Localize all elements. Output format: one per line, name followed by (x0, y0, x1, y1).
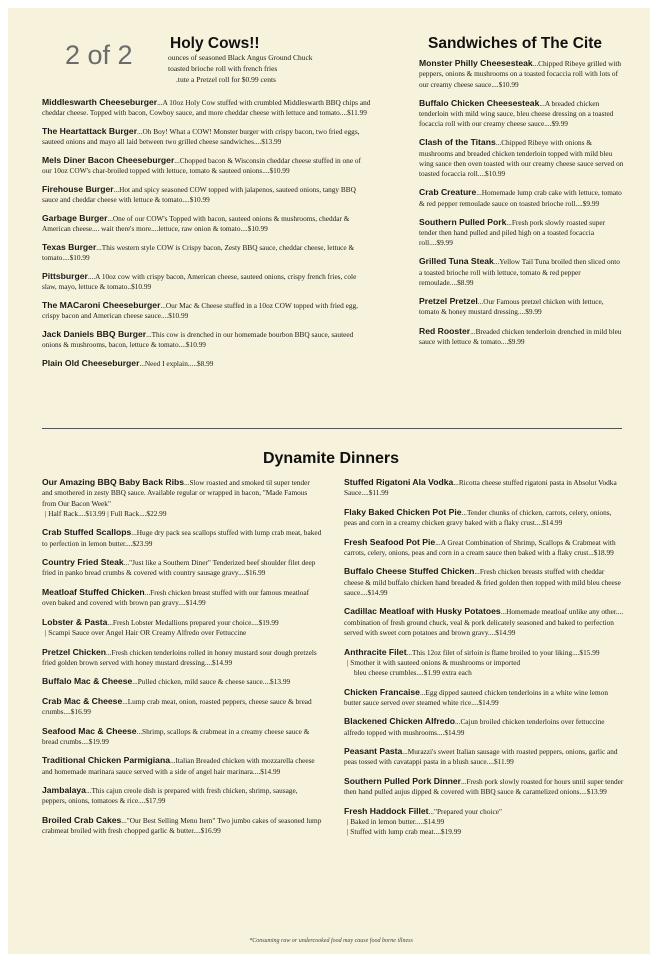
item-name: Buffalo Mac & Cheese (42, 676, 133, 687)
holy-cows-intro (168, 52, 408, 85)
item-description: ...Italian Breaded chicken with mozzarella cheese and homemade marinara sauce served with a side of angel hair marinara....$14.99 (42, 756, 315, 776)
menu-item (419, 326, 624, 348)
intro-line: .tute a Pretzel roll for $0.99 cents (176, 75, 276, 84)
dinners-left-list (42, 477, 322, 845)
item-name: Red Rooster (419, 325, 471, 336)
item-option: | Stuffed with lump crab meat....$19.99 (347, 827, 462, 837)
item-name: Country Fried Steak (42, 557, 124, 568)
item-name: Stuffed Rigatoni Ala Vodka (344, 477, 454, 487)
item-description: ..."Just like a Southern Diner" Tenderized beef shoulder filet deep fried in panko bread crumbs & covered with country sausage gravy....$16.99 (42, 558, 316, 578)
item-description: ...Fresh pork slowly roasted super tender then hand pulled and piled high on a toasted focaccia roll....$9.99 (419, 217, 606, 248)
menu-item (344, 776, 624, 798)
menu-item (419, 137, 624, 179)
menu-item (42, 97, 372, 119)
menu-item (344, 746, 624, 768)
menu-item (42, 557, 322, 579)
item-description: ...Cajun broiled chicken tenderloins over fettuccine alfredo topped with mushrooms....$14.99 (344, 717, 605, 737)
item-description: ...Hot and spicy seasoned COW topped with jalapenos, sauteed onions, tangy BBQ sauce and cheddar cheese with lettuce & tomato....$10.99 (42, 184, 356, 205)
item-name: Our Amazing BBQ Baby Back Ribs (42, 477, 184, 487)
menu-item (419, 98, 624, 130)
item-name: The MACaroni Cheeseburger (42, 299, 161, 310)
menu-item (344, 647, 624, 679)
item-name: Broiled Crab Cakes (42, 814, 122, 825)
item-name: The Heartattack Burger (42, 125, 138, 136)
menu-item (344, 606, 624, 638)
item-name: Buffalo Chicken Cheesesteak (419, 97, 540, 108)
item-name: Grilled Tuna Steak (419, 256, 494, 267)
item-description: ...This western style COW is Crispy bacon, Zesty BBQ sauce, cheddar cheese, lettuce & tomato....$10.99 (42, 242, 355, 263)
item-description: ...Fresh chicken breast stuffed with our famous meatloaf oven baked and covered with brown pan gravy....$14.99 (42, 587, 310, 608)
menu-item (419, 187, 624, 209)
item-name: Southern Pulled Pork (419, 216, 507, 227)
item-description: ...Chopped bacon & Wisconsin cheddar cheese stuffed in one of our 10oz COW's char-broiled topped with lettuce, tomato & sauteed onions....$10.99 (42, 155, 361, 176)
item-description: ...Fresh Lobster Medallions prepared your choice....$19.99 (107, 617, 279, 627)
menu-item (419, 58, 624, 90)
item-description: ...Chipped Ribeye grilled with peppers, onions & mushrooms on a toasted focaccia roll with lots of our creamy cheese sauce....$10.99 (419, 59, 622, 89)
item-option: | Baked in lemon butter.....$14.99 (347, 817, 445, 826)
menu-item (344, 477, 624, 499)
item-description: ...Egg dipped sauteed chicken tenderloins in a white wine lemon butter sauce served over steamed white rice....$14.99 (344, 687, 608, 707)
item-name: Pittsburger (42, 270, 88, 281)
item-name: Crab Creature (419, 187, 477, 198)
item-name: Middleswarth Cheeseburger (42, 97, 158, 107)
item-description: ...Shrimp, scallops & crabmeat in a creamy cheese sauce & bread crumbs....$19.99 (42, 726, 310, 746)
menu-item (42, 329, 372, 351)
menu-item (344, 716, 624, 738)
menu-item (42, 358, 372, 369)
item-description: ...A breaded chicken tenderloin with mild wing sauce, bleu cheese dressing on a toasted focaccia roll with our creamy cheese sauce....$9.99 (419, 98, 614, 129)
item-name: Meatloaf Stuffed Chicken (42, 586, 145, 597)
item-name: Mels Diner Bacon Cheeseburger (42, 154, 175, 165)
item-option: | Scampi Sauce over Angel Hair OR Creamy Alfredo over Fettuccine (45, 628, 247, 638)
sandwiches-title: Sandwiches of The Cite (428, 35, 602, 52)
menu-item (344, 687, 624, 709)
holy-cows-list (42, 97, 372, 377)
menu-item (42, 271, 372, 293)
item-description: ...A 10oz Holy Cow stuffed with crumbled Middleswarth BBQ chips and cheddar cheese. Topped with bacon, Cowboy sauce, and more cheddar cheese with lettuce and tomato....$11.99 (42, 98, 371, 118)
menu-item (344, 806, 624, 838)
section-divider (42, 428, 622, 429)
item-description: ..."Prepared your choice" (428, 806, 502, 816)
item-name: Seafood Mac & Cheese (42, 725, 137, 736)
item-name: Monster Philly Cheesesteak (419, 58, 533, 68)
intro-line: ounces of seasoned Black Angus Ground Chuck (168, 53, 313, 62)
item-description: ...Our Famous pretzel chicken with lettuce, tomato & honey mustard dressing....$9.99 (419, 297, 604, 317)
item-description: ....A 10oz cow with crispy bacon, American cheese, sauteed onions, crispy french fries, cole slaw, mayo, lettuce & tomato..$10.99 (42, 271, 357, 292)
item-description: ...Chipped Ribeye with onions & mushrooms and breaded chicken tenderloin topped with mild bleu wing sauce then oven toasted with our creamy cheese sauce served on toasted focaccia roll....$10.99 (419, 138, 624, 179)
menu-item (419, 296, 624, 318)
menu-item (42, 300, 372, 322)
item-name: Fresh Seafood Pot Pie (344, 536, 436, 547)
item-name: Southern Pulled Pork Dinner (344, 775, 461, 786)
item-option: | Smother it with sauteed onions & mushrooms or imported (347, 657, 521, 667)
item-description: ...Pulled chicken, mild sauce & cheese sauce....$13.99 (132, 677, 291, 687)
item-description: ...Fresh chicken breasts stuffed with cheddar cheese & mild buffalo chicken hand breaded & fried golden then topped with mild bleu cheese sauce....$14.99 (344, 567, 621, 597)
item-name: Pretzel Pretzel (419, 296, 478, 307)
item-name: Jack Daniels BBQ Burger (42, 328, 147, 339)
item-option: | Half Rack....$13.99 | Full Rack....$22.99 (45, 508, 167, 518)
menu-item (42, 527, 322, 549)
intro-line: toasted brioche roll with french fries (168, 64, 278, 73)
item-name: Firehouse Burger (42, 183, 114, 194)
item-name: Lobster & Pasta (42, 616, 108, 627)
item-name: Pretzel Chicken (42, 646, 106, 657)
item-description: ...Fresh chicken tenderloins rolled in honey mustard sour dough pretzels fried golden brown served with honey mustard dressing....$14.99 (42, 647, 317, 667)
menu-item (42, 213, 372, 235)
menu-item (42, 676, 322, 687)
menu-item (42, 126, 372, 148)
item-name: Flaky Baked Chicken Pot Pie (344, 506, 462, 517)
item-description: ...Tender chunks of chicken, carrots, celery, onions, peas and corn in a creamy chicken gravy baked with a flaky crust....$14.99 (344, 507, 612, 528)
item-description: ...Yellow Tail Tuna broiled then sliced onto a toasted brioche roll with lettuce, tomato & red pepper remoulade....$8.99 (419, 257, 620, 288)
item-name: Texas Burger (42, 241, 97, 252)
item-name: Crab Stuffed Scallops (42, 527, 132, 538)
item-description: ...Oh Boy! What a COW! Monster burger with crispy bacon, two fried eggs, sauteed onions and mayo all laid between two grilled cheese sandwiches....$13.99 (42, 126, 360, 147)
sandwiches-list (419, 58, 624, 355)
item-name: Chicken Francaise (344, 686, 420, 697)
item-name: Anthracite Filet (344, 646, 407, 657)
item-name: Plain Old Cheeseburger (42, 357, 140, 368)
menu-item (344, 537, 624, 559)
menu-item (419, 217, 624, 249)
item-description: ..."Our Best Selling Menu Item" Two jumbo cakes of seasoned lump crabmeat broiled with fresh chopped garlic & butter....$16.99 (42, 815, 322, 836)
item-name: Jambalaya (42, 785, 86, 796)
menu-item (42, 815, 322, 837)
page-number: 2 of 2 (65, 40, 133, 70)
menu-item (42, 587, 322, 609)
item-description: ...One of our COW's Topped with bacon, sauteed onions & mushrooms, cheddar & American cheese.... wait there's more....lettuce, raw onion & tomato....$10.99 (42, 213, 350, 234)
item-name: Cadillac Meatloaf with Husky Potatoes (344, 606, 501, 617)
item-description: ...This cajun creole dish is prepared with fresh chicken, shrimp, sausage, peppers, onions, tomatoes & rice....$17.99 (42, 786, 298, 806)
item-description: ...This cow is drenched in our homemade bourbon BBQ sauce, sauteed onions & mushrooms, bacon, lettuce & tomato....$10.99 (42, 329, 354, 350)
menu-item (344, 566, 624, 598)
item-description: ...A Great Combination of Shrimp, Scallops & Crabmeat with carrots, celery, onions, peas and corn in a cream sauce then baked with a flaky crust...$18.99 (344, 537, 616, 557)
item-name: Fresh Haddock Fillet (344, 805, 429, 816)
menu-item (42, 617, 322, 639)
item-name: Buffalo Cheese Stuffed Chicken (344, 566, 475, 577)
menu-item (42, 242, 372, 264)
menu-item (419, 256, 624, 288)
menu-item (42, 726, 322, 748)
item-name: Blackened Chicken Alfredo (344, 716, 455, 727)
menu-item (42, 785, 322, 807)
holy-cows-title: Holy Cows!! (170, 35, 260, 52)
item-name: Peasant Pasta (344, 746, 403, 757)
menu-item (42, 647, 322, 669)
item-description: ...Ricotta cheese stuffed rigatoni pasta in Absolut Vodka Sauce....$11.99 (344, 478, 617, 498)
item-description: ...Lump crab meat, onion, roasted peppers, cheese sauce & bread crumbs....$16.99 (42, 696, 312, 717)
item-description: ...Need I explain.....$8.99 (139, 358, 214, 368)
menu-item (344, 507, 624, 529)
item-name: Garbage Burger (42, 212, 108, 223)
menu-item (42, 755, 322, 777)
dinners-right-list (344, 477, 624, 846)
footnote: *Consuming raw or undercooked food may cause food borne illness (249, 938, 413, 944)
item-description: ...Breaded chicken tenderloin drenched in mild bleu sauce with lettuce & tomato....$9.99 (419, 326, 622, 346)
menu-item (42, 155, 372, 177)
item-option: bleu cheese crumbles....$1.99 extra each (354, 668, 472, 678)
item-description: ...Our Mac & Cheese stuffed in a 10oz COW topped with fried egg, crispy bacon and American cheese sauce....$10.99 (42, 300, 358, 321)
item-description: ...Huge dry pack sea scallops stuffed with lump crab meat, baked to perfection in lemon butter....$23.99 (42, 528, 322, 548)
menu-item (42, 696, 322, 718)
item-description: ...Slow roasted and smoked til super tender and smothered in zesty BBQ sauce. Available regular or wrapped in bacon, "Made Famous from Our Bacon Week" (42, 478, 310, 508)
item-description: ...Homemade lump crab cake with lettuce, tomato & red pepper remoulade sauce on toasted brioche roll....$9.99 (419, 188, 622, 208)
dinners-title: Dynamite Dinners (262, 450, 400, 467)
item-description: ...Murazzi's sweet Italian sausage with roasted peppers, onions, garlic and peas tossed with cavatappi pasta in a blush sauce....$11.99 (344, 747, 618, 767)
item-description: ...This 12oz filet of sirloin is flame broiled to your liking....$15.99 (406, 647, 600, 657)
menu-item (42, 477, 322, 519)
menu-item (42, 184, 372, 206)
item-name: Traditional Chicken Parmigiana (42, 755, 170, 766)
item-name: Clash of the Titans (419, 137, 496, 148)
item-description: ...Homemade meatloaf unlike any other.... combination of fresh ground chuck, veal & pork delicately seasoned and baked to perfection served with sweet corn potatoes and brown gravy....$14.99 (344, 607, 624, 638)
item-name: Crab Mac & Cheese (42, 695, 123, 706)
item-description: ...Fresh pork slowly roasted for hours until super tender then hand pulled aujus dipped & covered with BBQ sauce & caramelized onions....$13.99 (344, 776, 624, 797)
